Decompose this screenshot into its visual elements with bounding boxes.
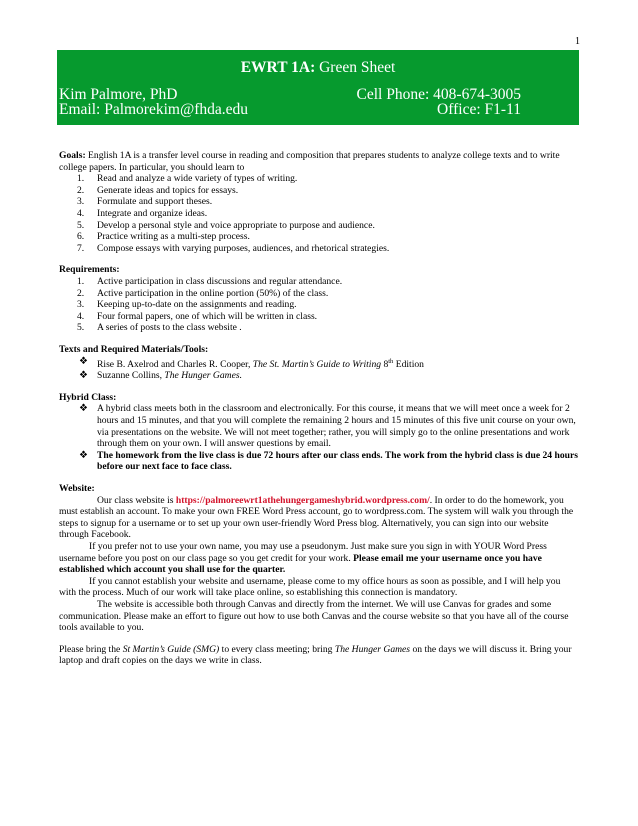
header-banner bbox=[57, 50, 579, 125]
list-item: 1. Read and analyze a wide variety of types of writing. bbox=[77, 173, 298, 185]
cell-phone: Cell Phone: 408-674-3005 bbox=[356, 86, 521, 103]
closing-paragraph: Please bring the St Martin’s Guide (SMG) to every class meeting; bring The Hunger Games on the days we will discuss it. Bring your laptop and draft copies on the days we write in class. bbox=[59, 643, 572, 667]
course-subtitle: Green Sheet bbox=[315, 59, 396, 76]
website-section bbox=[59, 483, 579, 634]
texts-list bbox=[59, 356, 579, 382]
course-title bbox=[57, 59, 579, 76]
list-item: 6. Practice writing as a multi-step process. bbox=[77, 231, 250, 243]
hybrid-section bbox=[59, 392, 579, 473]
requirements-heading: Requirements: bbox=[59, 264, 120, 276]
banner-row-2 bbox=[59, 101, 521, 118]
list-item: 7. Compose essays with varying purposes, audiences, and rhetorical strategies. bbox=[77, 242, 390, 254]
course-code: EWRT 1A: bbox=[240, 59, 316, 76]
list-item: 5. Develop a personal style and voice appropriate to purpose and audience. bbox=[77, 219, 375, 231]
website-paragraph-3: If you cannot establish your website and username, please come to my office hours as soon as possible, and I will help you with the process. Much of our work will take place online, so establishing this connection is mandatory. bbox=[59, 575, 561, 599]
document-body bbox=[59, 150, 579, 677]
goals-section bbox=[59, 150, 579, 254]
hybrid-heading: Hybrid Class: bbox=[59, 391, 117, 403]
website-paragraph-4: The website is accessible both through Canvas and directly from the internet. We will use Canvas for grades and some communication. Please make an effort to figure out how to use both Canvas and the course website so that you have all of the course tools available to you. bbox=[59, 598, 569, 634]
diamond-bullet-icon: ❖ bbox=[79, 449, 88, 461]
website-paragraph-2: If you prefer not to use your own name, you may use a pseudonym. Just make sure you sign in with YOUR Word Press username before you post on our class page so you get credit for your work. Please email me your username once you have established which account you shall use for the quarter. bbox=[59, 541, 547, 576]
website-heading: Website: bbox=[59, 483, 95, 495]
list-item: 1. Active participation in class discussions and regular attendance. bbox=[77, 275, 343, 287]
list-item: 3. Formulate and support theses. bbox=[77, 196, 213, 208]
goals-intro: Goals: English 1A is a transfer level course in reading and composition that prepares students to analyze college texts and to write college papers. In particular, you should learn to bbox=[59, 150, 560, 173]
texts-section bbox=[59, 344, 579, 382]
requirements-section bbox=[59, 264, 579, 334]
instructor-name: Kim Palmore, PhD bbox=[59, 86, 178, 103]
website-paragraph-1: Our class website is https://palmoreewrt1athehungergameshybrid.wordpress.com/. In order to do the homework, you must establish an account. To make your own FREE Word Press account, go to wordpress.com. The system will walk you through the steps to signup for a username or to set up your own user-friendly Word Press blog. Alternatively, you can sign into our website through Facebook. bbox=[59, 494, 574, 541]
list-item: 2. Active participation in the online portion (50%) of the class. bbox=[77, 287, 329, 299]
closing-section bbox=[59, 644, 579, 667]
list-item: ❖ The homework from the live class is due 72 hours after our class ends. The work from the hybrid class is due 24 hours before our next face to face class. bbox=[79, 449, 578, 473]
list-item: 4. Integrate and organize ideas. bbox=[77, 207, 208, 219]
list-item: 5. A series of posts to the class website . bbox=[77, 322, 242, 334]
class-website-link[interactable]: https://palmoreewrt1athehungergameshybrid.wordpress.com/ bbox=[175, 494, 430, 506]
diamond-bullet-icon: ❖ bbox=[79, 403, 88, 415]
list-item: ❖ Rise B. Axelrod and Charles R. Cooper, The St. Martin’s Guide to Writing 8th Edition bbox=[79, 355, 424, 370]
list-item: 3. Keeping up-to-date on the assignments and reading. bbox=[77, 299, 297, 311]
list-item: 4. Four formal papers, one of which will be written in class. bbox=[77, 310, 318, 322]
goals-list bbox=[59, 173, 579, 254]
goals-heading: Goals: bbox=[59, 150, 86, 161]
diamond-bullet-icon: ❖ bbox=[79, 370, 88, 382]
list-item: 2. Generate ideas and topics for essays. bbox=[77, 184, 239, 196]
office-location: Office: F1-11 bbox=[437, 101, 521, 118]
page-number: 1 bbox=[575, 36, 580, 47]
email-address: Email: Palmorekim@fhda.edu bbox=[59, 101, 249, 118]
texts-heading: Texts and Required Materials/Tools: bbox=[59, 343, 209, 355]
requirements-list bbox=[59, 276, 579, 334]
list-item: ❖ A hybrid class meets both in the classroom and electronically. For this course, it means that we will meet once a week for 2 hours and 15 minutes, and that you will complete the remaining 2 hours and 15 minutes of this five unit course on your own, via presentations on the website. We will not meet together; rather, you will simply go to the online presentations and work through them on your own. I will answer questions by email. bbox=[79, 403, 576, 450]
diamond-bullet-icon: ❖ bbox=[79, 355, 88, 367]
hybrid-list bbox=[59, 403, 579, 473]
list-item: ❖ Suzanne Collins, The Hunger Games. bbox=[79, 370, 242, 382]
